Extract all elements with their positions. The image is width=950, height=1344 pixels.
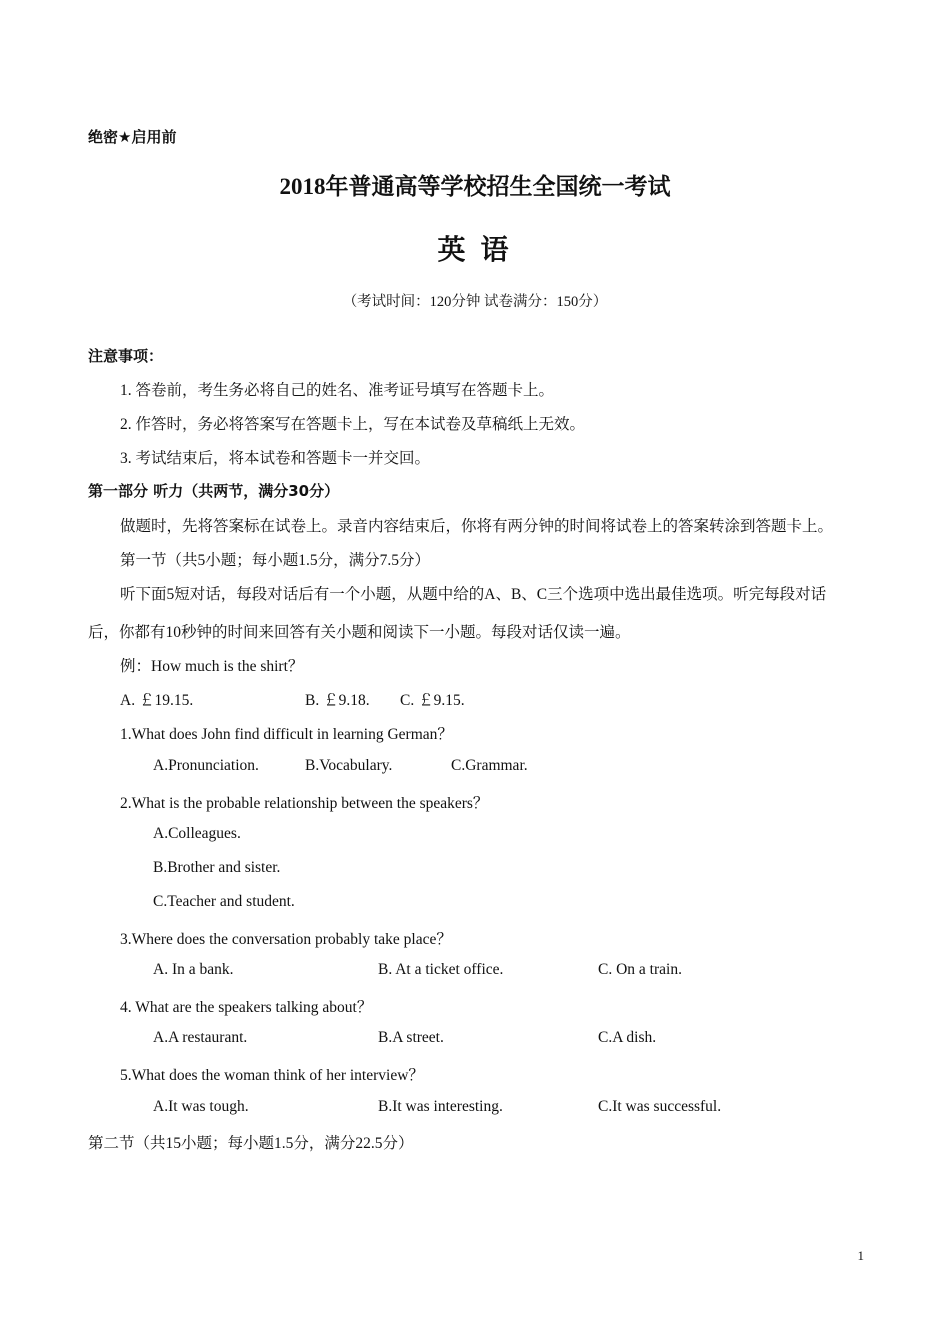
section1-instruction: 听下面5短对话，每段对话后有一个小题，从题中给的A、B、C三个选项中选出最佳选项。听完每段对话 (120, 586, 827, 603)
notice-item: 3. 考试结束后，将本试卷和答题卡一并交回。 (120, 450, 431, 467)
notice-item: 2. 作答时，务必将答案写在答题卡上，写在本试卷及草稿纸上无效。 (120, 416, 586, 433)
example-question: 例：How much is the shirt？ (120, 658, 304, 675)
section1-instruction-cont: 后，你都有10秒钟的时间来回答有关小题和阅读下一小题。每段对话仅读一遍。 (88, 624, 631, 641)
section1-heading: 第一节（共5小题；每小题1.5分，满分7.5分） (120, 552, 431, 569)
q1-option-b: B.Vocabulary. (305, 757, 393, 774)
q4-option-a: A.A restaurant. (153, 1029, 248, 1046)
q3-option-b: B. At a ticket office. (378, 961, 504, 978)
q5-option-c: C.It was successful. (598, 1098, 722, 1115)
page-number: 1 (857, 1248, 864, 1263)
q2-option-c: C.Teacher and student. (153, 893, 295, 910)
example-option: A. ￡19.15. (120, 692, 194, 709)
q2-option-b: B.Brother and sister. (153, 859, 281, 876)
q3-option-a: A. In a bank. (153, 961, 234, 978)
section2-heading: 第二节（共15小题；每小题1.5分，满分22.5分） (88, 1135, 414, 1152)
example-option: B. ￡9.18. (305, 692, 370, 709)
q4-option-c: C.A dish. (598, 1029, 657, 1046)
exam-info: （考试时间：120分钟 试卷满分：150分） (342, 294, 608, 310)
notice-item: 1. 答卷前，考生务必将自己的姓名、准考证号填写在答题卡上。 (120, 382, 555, 399)
q1-option-a: A.Pronunciation. (153, 757, 259, 774)
example-option: C. ￡9.15. (400, 692, 465, 709)
confidential-mark: 绝密★启用前 (88, 128, 177, 146)
q5-option-b: B.It was interesting. (378, 1098, 503, 1115)
exam-title: 2018年普通高等学校招生全国统一考试 (279, 174, 671, 199)
notice-heading: 注意事项： (88, 347, 164, 365)
part1-instruction: 做题时，先将答案标在试卷上。录音内容结束后，你将有两分钟的时间将试卷上的答案转涂到答题卡上。 (120, 518, 834, 535)
question-1: 1.What does John find difficult in learning German？ (120, 726, 453, 743)
q1-option-c: C.Grammar. (451, 757, 528, 774)
subject-title: 英 语 (437, 235, 513, 266)
question-2: 2.What is the probable relationship between the speakers？ (120, 795, 489, 812)
q4-option-b: B.A street. (378, 1029, 444, 1046)
q5-option-a: A.It was tough. (153, 1098, 249, 1115)
q3-option-c: C. On a train. (598, 961, 682, 978)
question-5: 5.What does the woman think of her interview？ (120, 1067, 424, 1084)
question-4: 4. What are the speakers talking about？ (120, 999, 373, 1016)
question-3: 3.Where does the conversation probably take place？ (120, 931, 452, 948)
q2-option-a: A.Colleagues. (153, 825, 241, 842)
part1-heading: 第一部分 听力（共两节，满分30分） (88, 482, 340, 500)
